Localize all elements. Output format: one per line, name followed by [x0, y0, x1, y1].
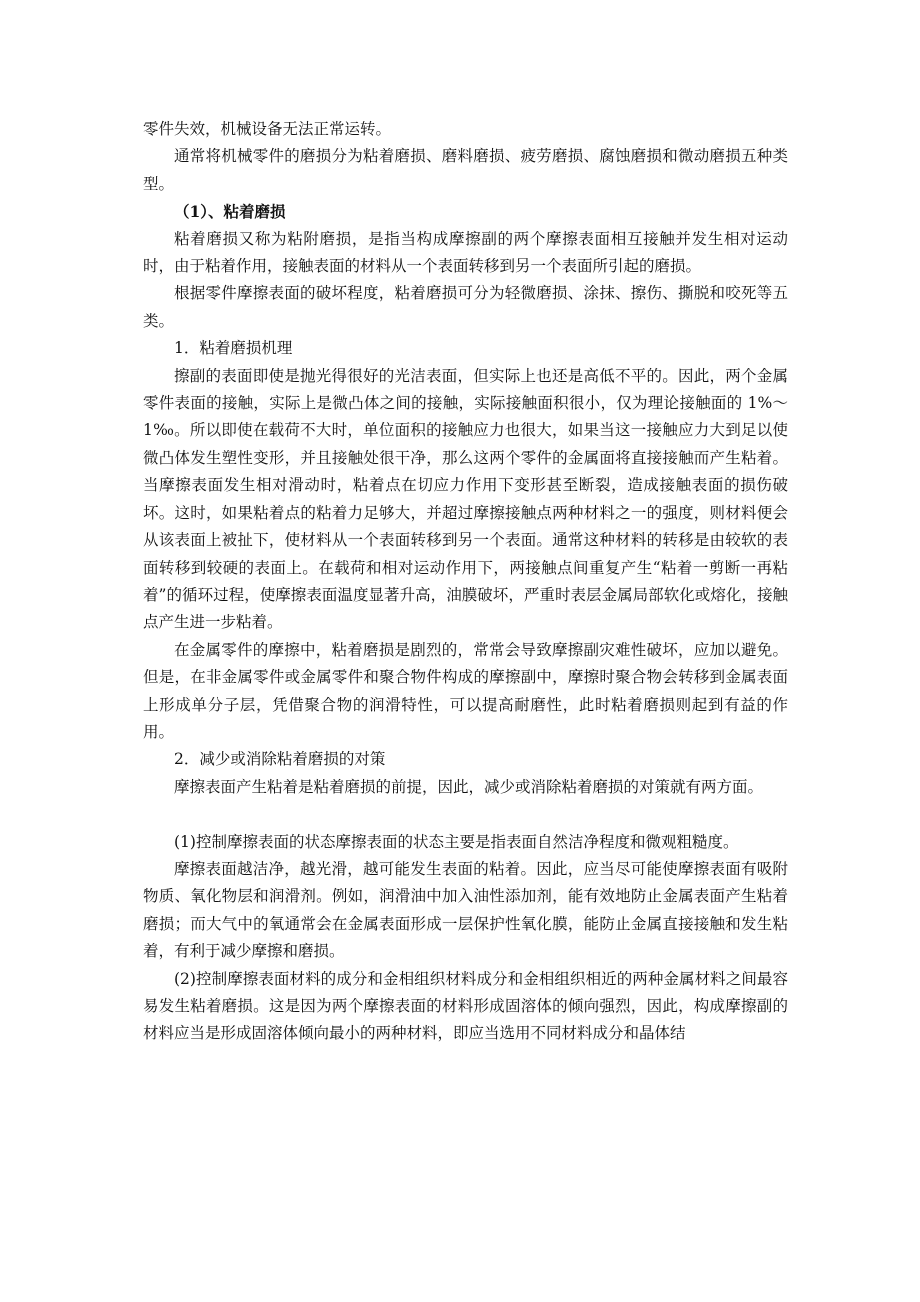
subsection-heading: 1．粘着磨损机理 [174, 339, 293, 358]
paragraph: 擦副的表面即使是抛光得很好的光洁表面，但实际上也还是高低不平的。因此，两个金属零件表面的接触，实际上是微凸体之间的接触，实际接触面积很小，仅为理论接触面的 1%～1‰。所以即使在载荷不大时，单位面积的接触应力也很大，如果当这一接触应力大到足以使微凸体发生塑性变形，并且接触处很干净，那么这两个零件的金属面将直接接触而产生粘着。当摩擦表面发生相对滑动时，粘着点在切应力作用下变形甚至断裂，造成接触表面的损伤破坏。这时，如果粘着点的粘着力足够大，并超过摩擦接触点两种材料之一的强度，则材料便会从该表面上被扯下，使材料从一个表面转移到另一个表面。通常这种材料的转移是由较软的表面转移到较硬的表面上。在载荷和相对运动作用下，两接触点间重复产生“粘着一剪断一再粘着”的循环过程，使摩擦表面温度显著升高，油膜破坏，严重时表层金属局部软化或熔化，接触点产生进一步粘着。 [143, 366, 788, 632]
paragraph: 粘着磨损又称为粘附磨损，是指当构成摩擦副的两个摩擦表面相互接触并发生相对运动时，由于粘着作用，接触表面的材料从一个表面转移到另一个表面所引起的磨损。 [143, 229, 788, 276]
paragraph: (2)控制摩擦表面材料的成分和金相组织材料成分和金相组织相近的两种金属材料之间最容易发生粘着磨损。这是因为两个摩擦表面的材料形成固溶体的倾向强烈，因此，构成摩擦副的材料应当是形成固溶体倾向最小的两种材料，即应当选用不同材料成分和晶体结 [143, 969, 788, 1043]
subsection-heading: 2．减少或消除粘着磨损的对策 [174, 750, 386, 769]
paragraph: 在金属零件的摩擦中，粘着磨损是剧烈的，常常会导致摩擦副灾难性破坏，应加以避免。但是，在非金属零件或金属零件和聚合物件构成的摩擦副中，摩擦时聚合物会转移到金属表面上形成单分子层，凭借聚合物的润滑特性，可以提高耐磨性，此时粘着磨损则起到有益的作用。 [143, 640, 788, 741]
paragraph: 零件失效，机械设备无法正常运转。 [143, 120, 392, 138]
blank-line [143, 801, 788, 828]
document-body [143, 116, 788, 1048]
paragraph: 摩擦表面越洁净，越光滑，越可能发生表面的粘着。因此，应当尽可能使摩擦表面有吸附物质、氧化物层和润滑剂。例如，润滑油中加入油性添加剂，能有效地防止金属表面产生粘着磨损；而大气中的氧通常会在金属表面形成一层保护性氧化膜，能防止金属直接接触和发生粘着，有利于减少摩擦和磨损。 [143, 859, 788, 961]
paragraph: 摩擦表面产生粘着是粘着磨损的前提，因此，减少或消除粘着磨损的对策就有两方面。 [174, 777, 764, 796]
paragraph: 通常将机械零件的磨损分为粘着磨损、磨料磨损、疲劳磨损、腐蚀磨损和微动磨损五种类型。 [143, 147, 788, 193]
paragraph: (1)控制摩擦表面的状态摩擦表面的状态主要是指表面自然洁净程度和微观粗糙度。 [174, 832, 739, 851]
section-heading: （1）、粘着磨损 [174, 202, 286, 222]
paragraph: 根据零件摩擦表面的破坏程度，粘着磨损可分为轻微磨损、涂抹、擦伤、撕脱和咬死等五类。 [143, 284, 788, 330]
